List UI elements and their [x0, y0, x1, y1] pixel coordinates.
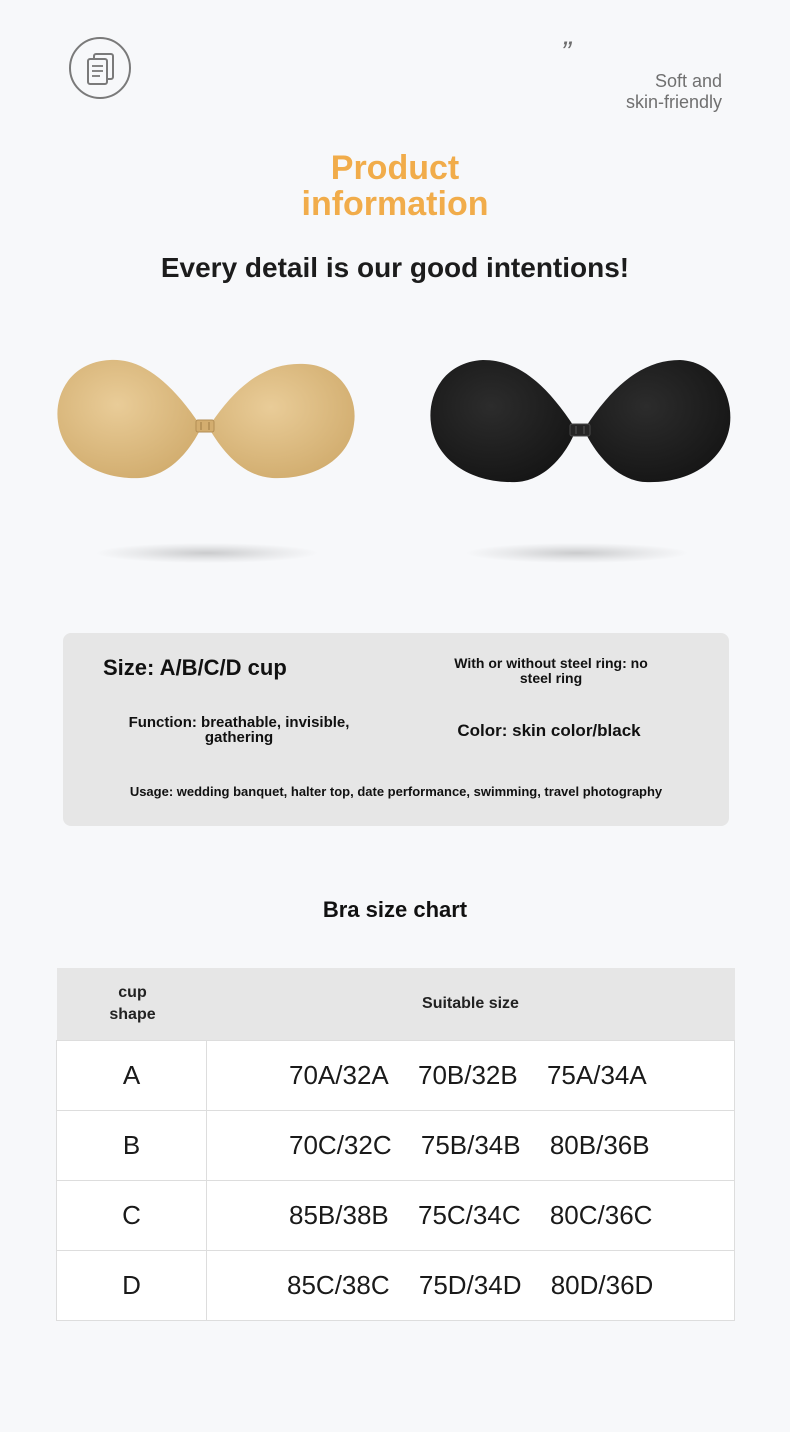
title-line2: information	[301, 185, 489, 223]
table-header-row	[57, 968, 735, 1041]
tagline-line1: Soft and	[654, 71, 722, 91]
usage-info: Usage: wedding banquet, halter top, date performance, swimming, travel photography	[129, 784, 663, 799]
cup-cell: B	[57, 1111, 207, 1181]
quote-mark: ”	[561, 36, 571, 69]
size-value: 75A/34A	[546, 1060, 647, 1090]
black-bra-image	[425, 340, 737, 500]
steel-ring-line2: steel ring	[519, 670, 583, 686]
size-cell	[207, 1251, 735, 1321]
nude-bra-image	[50, 340, 362, 500]
title-line1: Product	[330, 149, 460, 187]
color-info: Color: skin color/black	[457, 721, 641, 740]
cup-cell: A	[57, 1041, 207, 1111]
steel-ring-info	[433, 656, 669, 686]
function-line1: Function: breathable, invisible,	[128, 714, 350, 731]
product-info-card	[63, 633, 729, 826]
product-shadow	[97, 543, 317, 563]
size-value: 70A/32A	[289, 1060, 389, 1090]
size-value: 75D/34D	[418, 1270, 522, 1300]
size-value: 80D/36D	[550, 1270, 654, 1300]
function-line2: gathering	[204, 729, 274, 746]
product-shadow	[467, 543, 687, 563]
cup-cell: D	[57, 1251, 207, 1321]
size-value: 70C/32C	[289, 1130, 392, 1160]
table-row	[57, 1181, 735, 1251]
size-value: 80C/36C	[549, 1200, 653, 1230]
document-icon	[69, 37, 131, 99]
tagline-line2: skin-friendly	[625, 92, 722, 112]
size-value: 70B/32B	[417, 1060, 518, 1090]
size-value: 75C/34C	[417, 1200, 521, 1230]
size-cell	[207, 1041, 735, 1111]
size-value: 80B/36B	[549, 1130, 650, 1160]
table-row	[57, 1251, 735, 1321]
size-value: 75B/34B	[420, 1130, 521, 1160]
table-row	[57, 1111, 735, 1181]
steel-ring-line1: With or without steel ring: no	[454, 655, 648, 671]
page-subtitle: Every detail is our good intentions!	[160, 252, 630, 283]
header-cup-shape	[57, 968, 207, 1041]
function-info	[108, 715, 370, 745]
size-value: 85B/38B	[289, 1200, 389, 1230]
header-cup-line1: cup	[118, 984, 147, 1001]
tagline	[522, 71, 722, 113]
size-chart-table	[56, 968, 735, 1321]
size-info: Size: A/B/C/D cup	[103, 655, 287, 680]
size-value: 85C/38C	[287, 1270, 390, 1300]
header-cup-line2: shape	[109, 1006, 156, 1023]
cup-cell: C	[57, 1181, 207, 1251]
size-cell	[207, 1181, 735, 1251]
table-row	[57, 1041, 735, 1111]
size-chart-title: Bra size chart	[322, 897, 468, 922]
header-suitable-size: Suitable size	[207, 968, 735, 1041]
size-cell	[207, 1111, 735, 1181]
page-title	[250, 150, 540, 222]
